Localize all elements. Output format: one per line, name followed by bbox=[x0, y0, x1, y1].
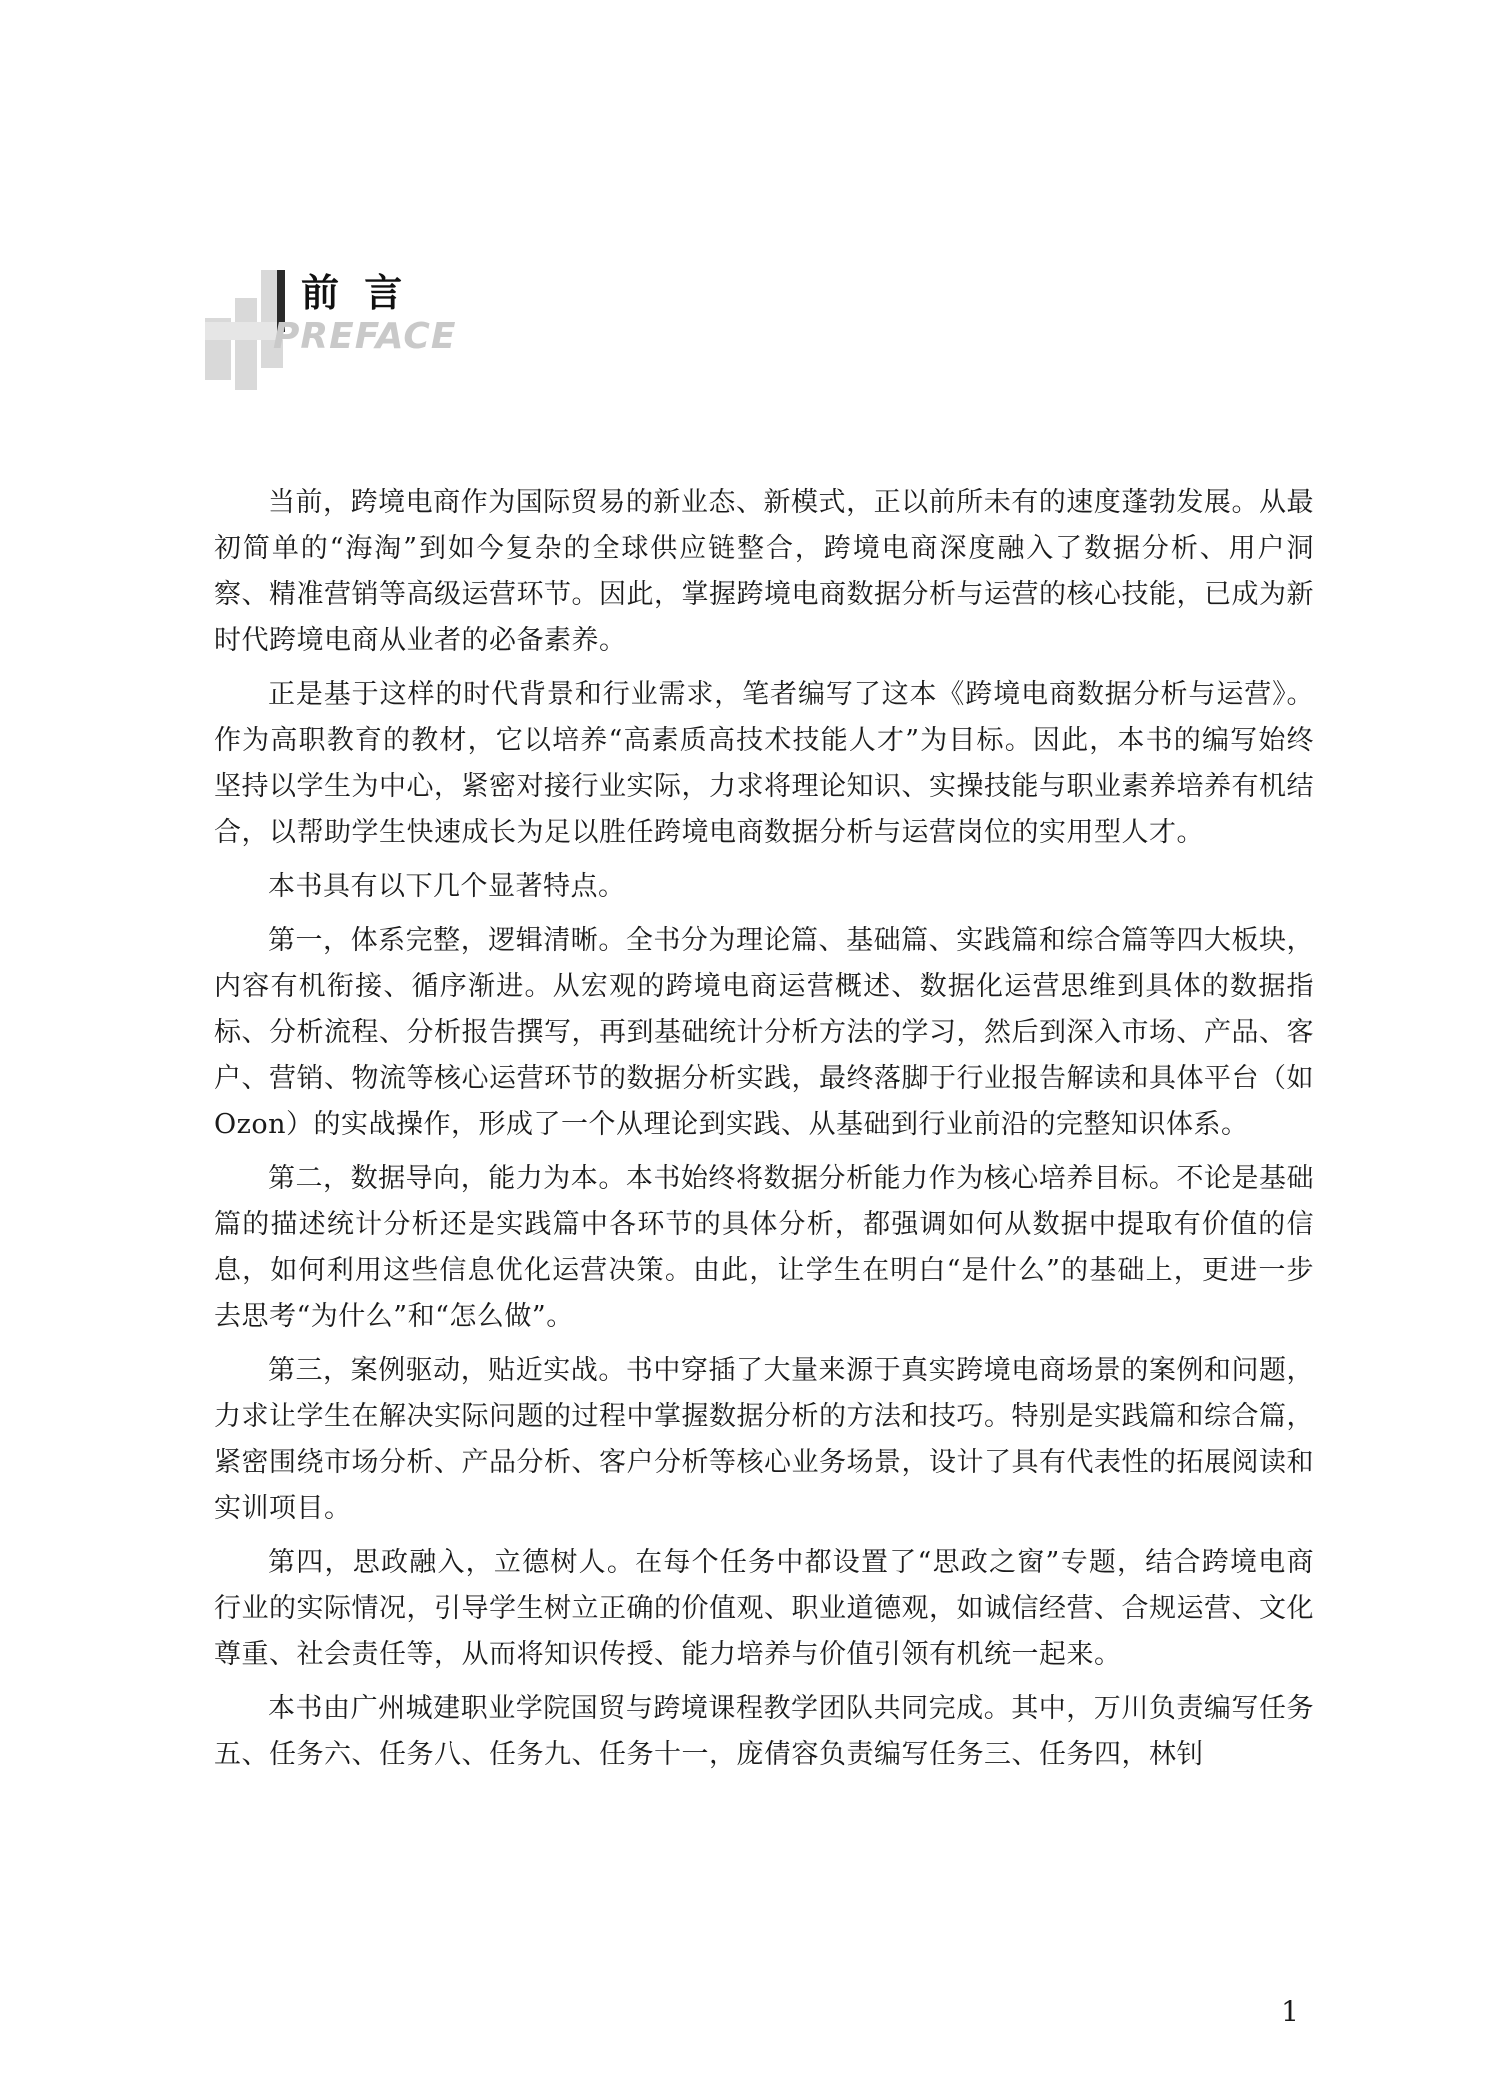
paragraph: 本书具有以下几个显著特点。 bbox=[268, 871, 626, 902]
page-subtitle: PREFACE bbox=[273, 316, 457, 357]
preface-header bbox=[205, 262, 495, 392]
preface-body bbox=[214, 480, 1314, 1786]
paragraph: 第二，数据导向，能力为本。本书始终将数据分析能力作为核心培养目标。不论是基础篇的描述统计分析还是实践篇中各环节的具体分析，都强调如何从数据中提取有价值的信息，如何利用这些信息优化运营决策。由此，让学生在明白“是什么”的基础上，更进一步去思考“为什么”和“怎么做”。 bbox=[214, 1163, 1314, 1332]
paragraph: 第三，案例驱动，贴近实战。书中穿插了大量来源于真实跨境电商场景的案例和问题，力求让学生在解决实际问题的过程中掌握数据分析的方法和技巧。特别是实践篇和综合篇，紧密围绕市场分析、产品分析、客户分析等核心业务场景，设计了具有代表性的拓展阅读和实训项目。 bbox=[214, 1355, 1314, 1524]
page-title: 前 言 bbox=[301, 271, 409, 315]
paragraph: 正是基于这样的时代背景和行业需求，笔者编写了这本《跨境电商数据分析与运营》。作为高职教育的教材，它以培养“高素质高技术技能人才”为目标。因此，本书的编写始终坚持以学生为中心，紧密对接行业实际，力求将理论知识、实操技能与职业素养培养有机结合，以帮助学生快速成长为足以胜任跨境电商数据分析与运营岗位的实用型人才。 bbox=[214, 679, 1314, 848]
paragraph: 本书由广州城建职业学院国贸与跨境课程教学团队共同完成。其中，万川负责编写任务五、任务六、任务八、任务九、任务十一，庞倩容负责编写任务三、任务四，林钊 bbox=[214, 1693, 1314, 1770]
paragraph: 第一，体系完整，逻辑清晰。全书分为理论篇、基础篇、实践篇和综合篇等四大板块，内容有机衔接、循序渐进。从宏观的跨境电商运营概述、数据化运营思维到具体的数据指标、分析流程、分析报告撰写，再到基础统计分析方法的学习，然后到深入市场、产品、客户、营销、物流等核心运营环节的数据分析实践，最终落脚于行业报告解读和具体平台（如 Ozon）的实战操作，形成了一个从理论到实践、从基础到行业前沿的完整知识体系。 bbox=[214, 925, 1314, 1140]
page-number: 1 bbox=[1281, 1995, 1299, 2028]
paragraph: 第四，思政融入，立德树人。在每个任务中都设置了“思政之窗”专题，结合跨境电商行业的实际情况，引导学生树立正确的价值观、职业道德观，如诚信经营、合规运营、文化尊重、社会责任等，从而将知识传授、能力培养与价值引领有机统一起来。 bbox=[214, 1547, 1314, 1670]
paragraph: 当前，跨境电商作为国际贸易的新业态、新模式，正以前所未有的速度蓬勃发展。从最初简单的“海淘”到如今复杂的全球供应链整合，跨境电商深度融入了数据分析、用户洞察、精准营销等高级运营环节。因此，掌握跨境电商数据分析与运营的核心技能，已成为新时代跨境电商从业者的必备素养。 bbox=[214, 487, 1314, 656]
